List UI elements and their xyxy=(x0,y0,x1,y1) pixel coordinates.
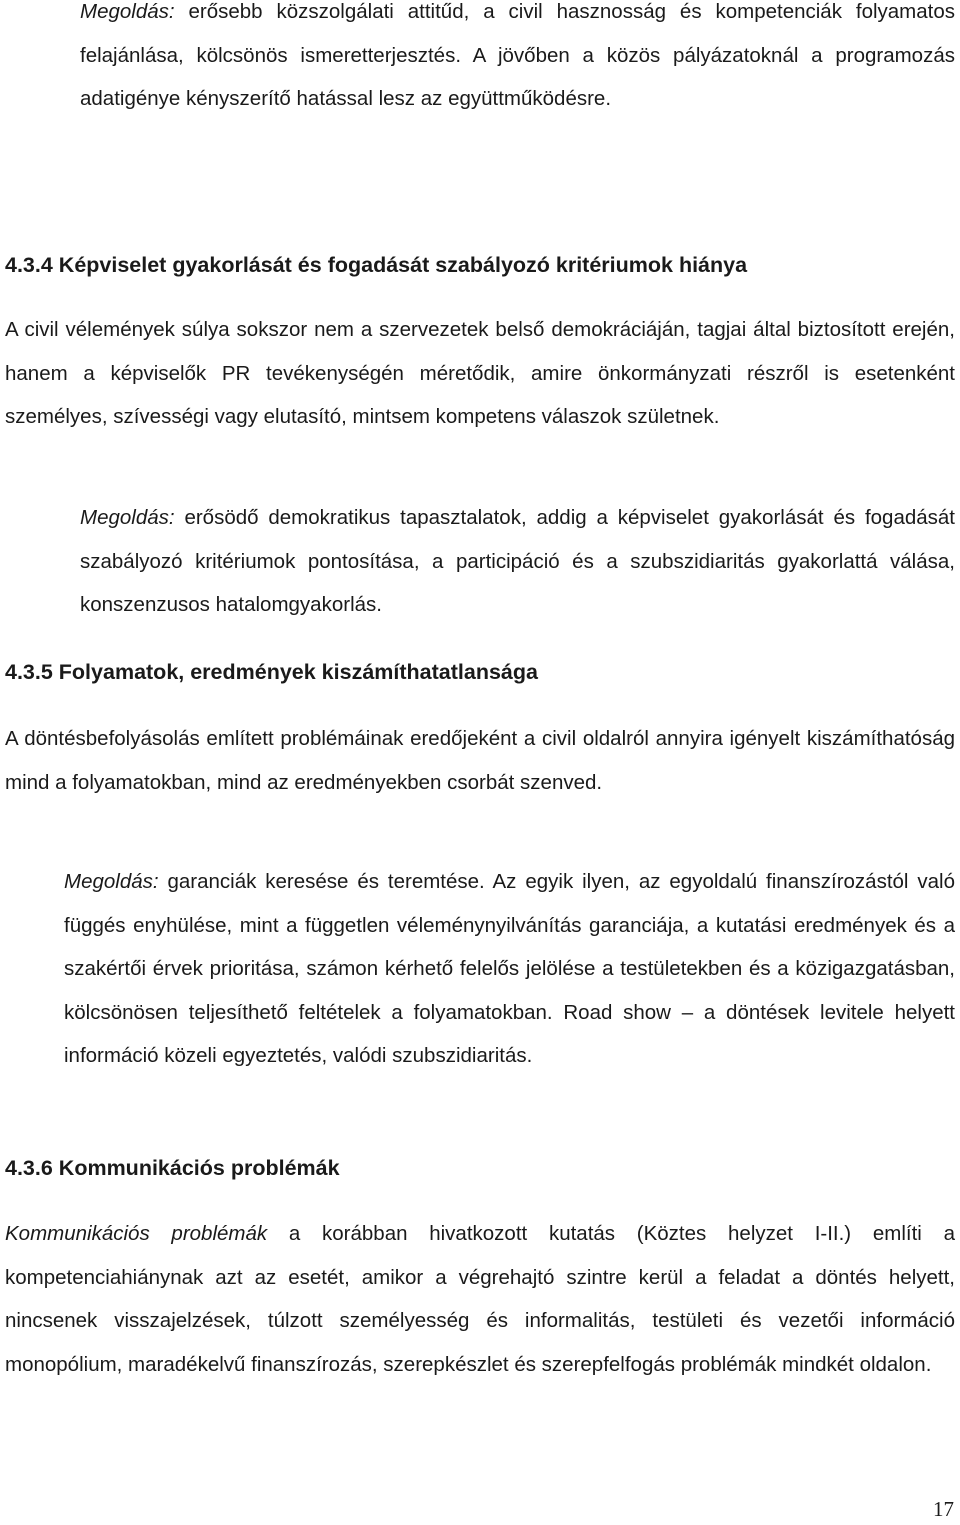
solution-label: Megoldás: xyxy=(80,0,175,23)
topic-label: Kommunikációs problémák xyxy=(5,1222,268,1245)
section-heading-4-3-6: 4.3.6 Kommunikációs problémák xyxy=(5,1156,340,1180)
paragraph-text: erősödő demokratikus tapasztalatok, addig a képviselet gyakorlását és fogadását szabályozó kritériumok pontosítása, a participáció és a szubszidiaritás gyakorlattá válása, konszenzusos hatalomgyakorlás. xyxy=(80,506,955,616)
paragraph-4-3-5-body xyxy=(5,717,955,804)
page-number: 17 xyxy=(933,1497,954,1521)
paragraph-text: garanciák keresése és teremtése. Az egyik ilyen, az egyoldalú finanszírozástól való függés enyhülése, mint a független véleménynyilvánítás garanciája, a kutatási eredmények és a szakértői érvek prioritása, számon kérhető felelős jelölése a testületekben és a közigazgatásban, kölcsönösen teljesíthető feltételek a folyamatokban. Road show – a döntések levitele helyett információ közeli egyeztetés, valódi szubszidiaritás. xyxy=(64,870,955,1067)
paragraph-solution-1 xyxy=(80,0,955,121)
solution-label: Megoldás: xyxy=(80,506,175,529)
paragraph-solution-2 xyxy=(80,496,955,627)
paragraph-solution-3 xyxy=(64,860,955,1078)
paragraph-4-3-6-body xyxy=(5,1212,955,1386)
paragraph-text: erősebb közszolgálati attitűd, a civil hasznosság és kompetenciák folyamatos felajánlása, kölcsönös ismeretterjesztés. A jövőben a közös pályázatoknál a programozás adatigénye kényszerítő hatással lesz az együttműködésre. xyxy=(80,0,955,110)
section-heading-4-3-5: 4.3.5 Folyamatok, eredmények kiszámíthatatlansága xyxy=(5,660,538,684)
paragraph-text: a korábban hivatkozott kutatás (Köztes helyzet I-II.) említi a kompetenciahiánynak azt az esetét, amikor a végrehajtó szintre kerül a feladat a döntés helyett, nincsenek visszajelzések, túlzott személyesség és informalitás, testületi és vezetői információ monopólium, maradékelvű finanszírozás, szerepkészlet és szerepfelfogás problémák mindkét oldalon. xyxy=(5,1222,955,1376)
section-heading-4-3-4: 4.3.4 Képviselet gyakorlását és fogadását szabályozó kritériumok hiánya xyxy=(5,253,748,277)
solution-label: Megoldás: xyxy=(64,870,159,893)
paragraph-text: A civil vélemények súlya sokszor nem a szervezetek belső demokráciáján, tagjai által biztosított erején, hanem a képviselők PR tevékenységén méretődik, amire önkormányzati részről is esetenként személyes, szívességi vagy elutasító, mintsem kompetens válaszok születnek. xyxy=(5,318,955,428)
paragraph-text: A döntésbefolyásolás említett problémáinak eredőjeként a civil oldalról annyira igényelt kiszámíthatóság mind a folyamatokban, mind az eredményekben csorbát szenved. xyxy=(5,727,955,794)
paragraph-4-3-4-body xyxy=(5,308,955,439)
